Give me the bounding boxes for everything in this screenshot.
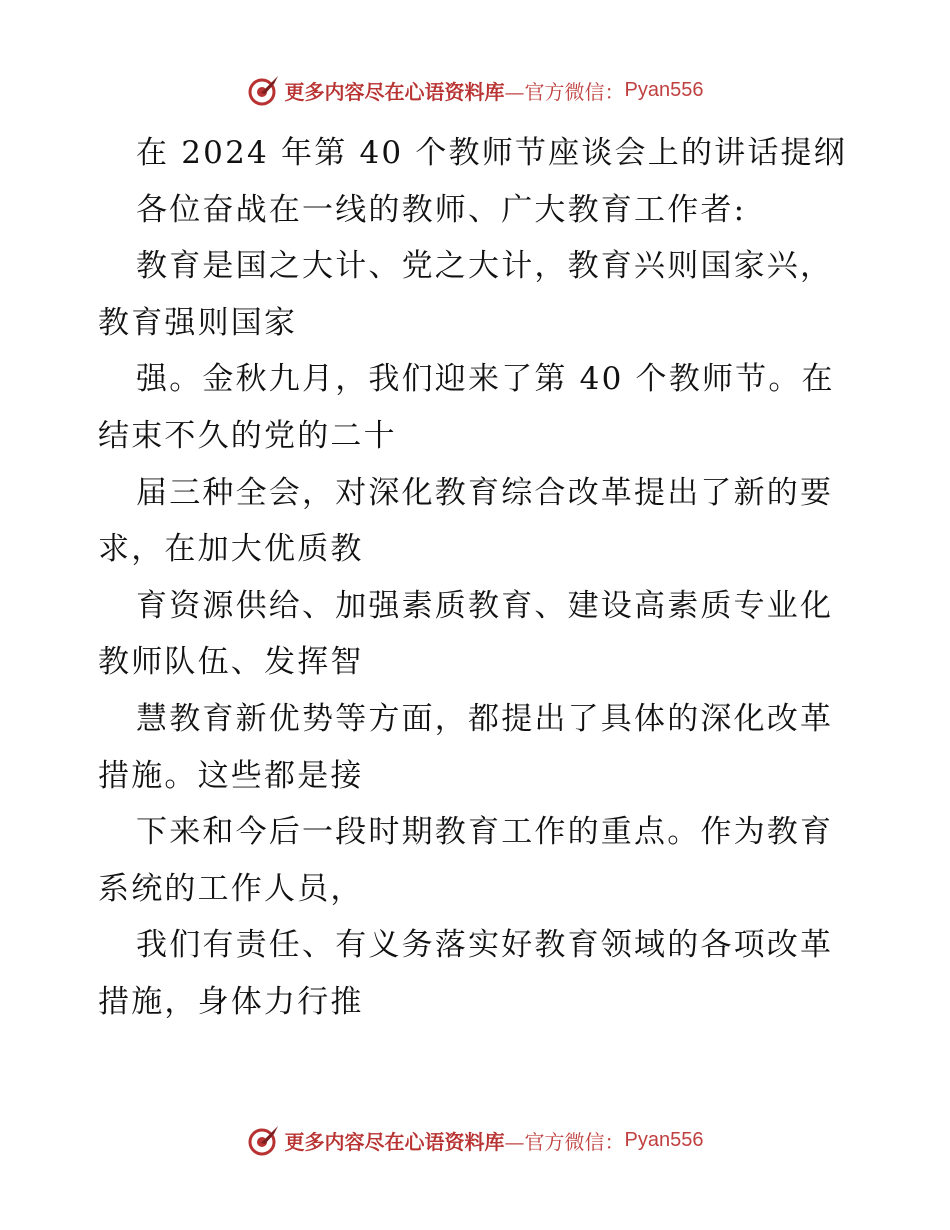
banner-lead-text: 更多内容尽在心语资料库	[284, 79, 505, 104]
text-line: 结束不久的党的二十	[98, 417, 397, 454]
text-line: 教育是国之大计、党之大计，教育兴则国家兴，	[136, 248, 834, 285]
text-line: 育资源供给、加强素质教育、建设高素质专业化	[136, 587, 834, 624]
banner-account-id: Pyan556	[624, 1128, 704, 1151]
footer-watermark-banner	[0, 1120, 950, 1160]
banner-tail-text: —官方微信：	[504, 1129, 625, 1154]
banner-account-id: Pyan556	[624, 78, 704, 101]
banner-lead-text: 更多内容尽在心语资料库	[284, 1129, 505, 1154]
document-title: 在 2024 年第 40 个教师节座谈会上的讲话提纲	[136, 135, 847, 171]
text-line: 教师队伍、发挥智	[98, 644, 364, 681]
text-line: 措施，身体力行推	[98, 983, 364, 1020]
text-line: 强。金秋九月，我们迎来了第 40 个教师节。在	[136, 361, 835, 398]
text-line: 各位奋战在一线的教师、广大教育工作者:	[136, 191, 747, 228]
text-line: 下来和今后一段时期教育工作的重点。作为教育	[136, 814, 834, 851]
text-line: 届三种全会，对深化教育综合改革提出了新的要	[136, 474, 834, 511]
quill-logo-icon	[247, 73, 281, 107]
text-line: 教育强则国家	[98, 304, 298, 341]
quill-logo-icon	[247, 1123, 281, 1157]
document-body	[98, 125, 858, 1031]
banner-tail-text: —官方微信：	[504, 79, 625, 104]
text-line: 我们有责任、有义务落实好教育领域的各项改革	[136, 927, 834, 964]
text-line: 慧教育新优势等方面，都提出了具体的深化改革	[136, 700, 834, 737]
text-line: 系统的工作人员，	[98, 870, 364, 907]
text-line: 求，在加大优质教	[98, 531, 364, 568]
text-line: 措施。这些都是接	[98, 757, 364, 794]
header-watermark-banner	[0, 70, 950, 110]
